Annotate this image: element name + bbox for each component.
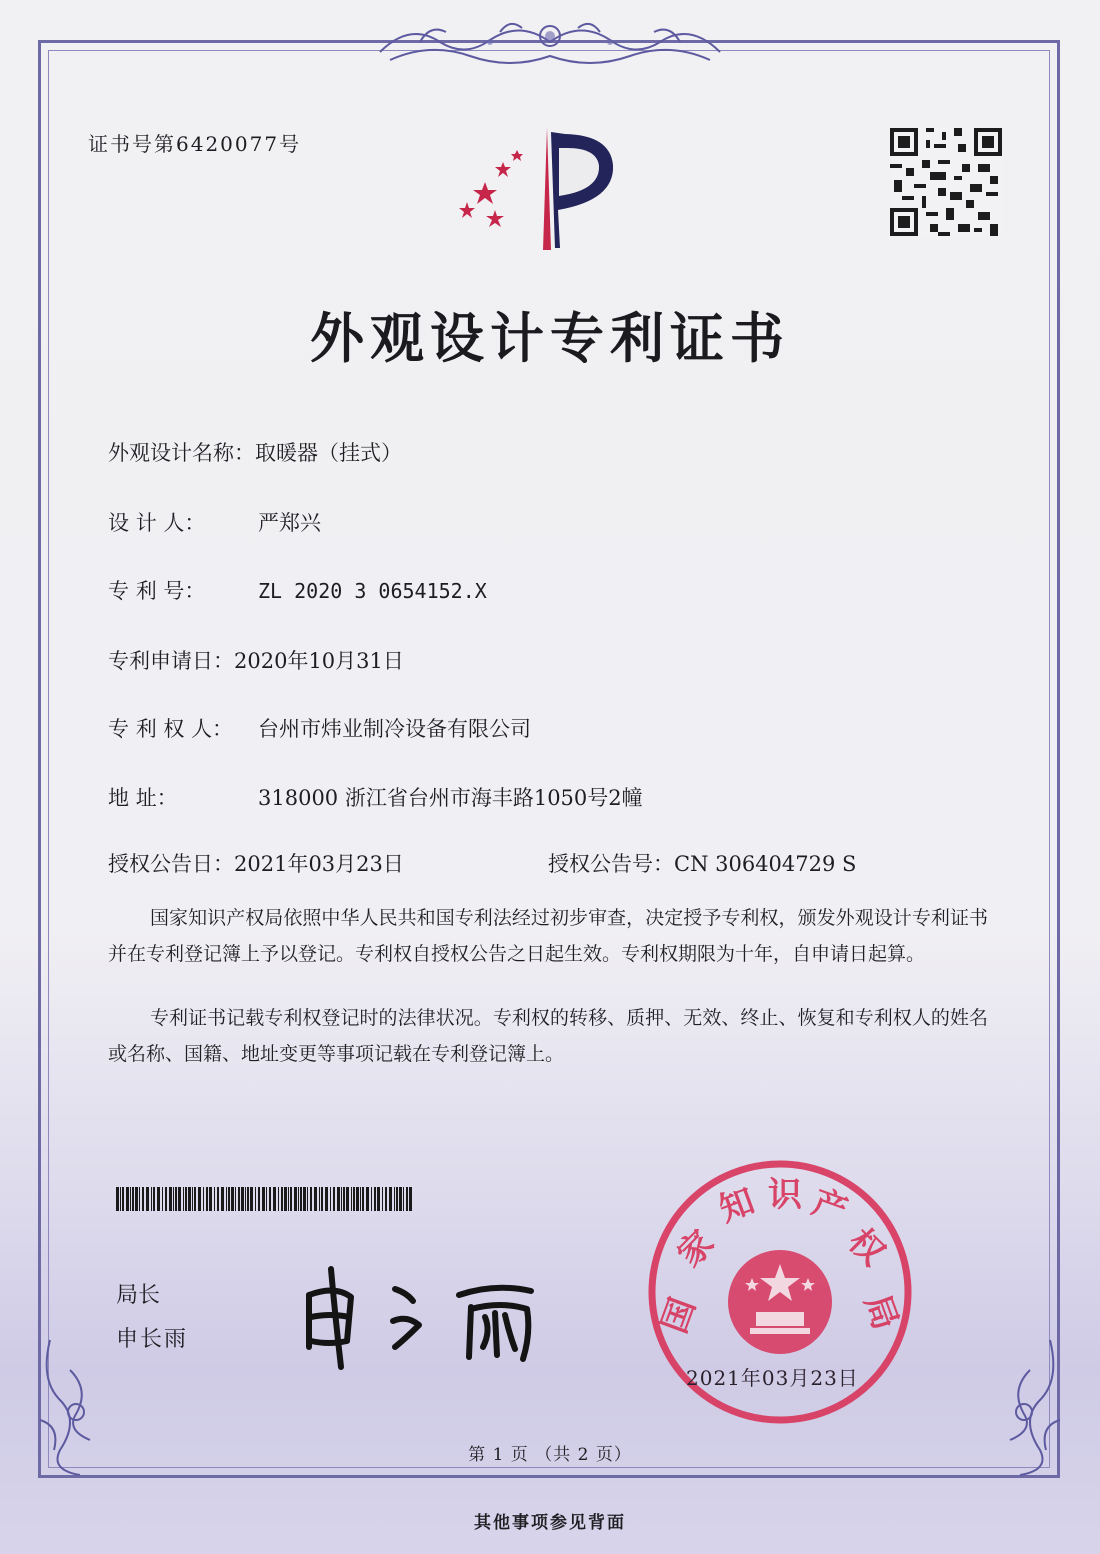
patentee-value: 台州市炜业制冷设备有限公司 bbox=[258, 717, 531, 741]
barcode-bar bbox=[203, 1187, 204, 1211]
barcode-bar bbox=[278, 1187, 279, 1211]
design-name-label: 外观设计名称： bbox=[108, 441, 255, 465]
barcode-bar bbox=[130, 1187, 131, 1211]
barcode-bar bbox=[396, 1187, 398, 1211]
signatory-role: 局长 bbox=[116, 1283, 161, 1308]
footer-note: 其他事项参见背面 bbox=[474, 1513, 626, 1533]
barcode-bar bbox=[409, 1187, 412, 1211]
barcode-bar bbox=[255, 1187, 256, 1211]
qr-code bbox=[890, 128, 1002, 236]
barcode-bar bbox=[146, 1187, 149, 1211]
barcode-bar bbox=[362, 1187, 364, 1211]
barcode-bar bbox=[194, 1187, 196, 1211]
patent-number-row bbox=[108, 575, 487, 605]
barcode-bar bbox=[221, 1187, 224, 1211]
barcode-bar bbox=[235, 1187, 236, 1211]
filing-date-row bbox=[108, 645, 404, 675]
barcode-bar bbox=[188, 1187, 191, 1211]
barcode-bar bbox=[403, 1187, 404, 1211]
barcode-bar bbox=[288, 1187, 289, 1211]
barcode-bar bbox=[374, 1187, 376, 1211]
barcode-bar bbox=[377, 1187, 380, 1211]
barcode-bar bbox=[346, 1187, 349, 1211]
top-ornament bbox=[370, 12, 730, 76]
barcode-bar bbox=[228, 1187, 230, 1211]
legal-status-paragraph: 专利证书记载专利权登记时的法律状况。专利权的转移、质押、无效、终止、恢复和专利权人的姓名或名称、国籍、地址变更等事项记载在专利登记簿上。 bbox=[108, 1007, 988, 1065]
barcode-bar bbox=[126, 1187, 129, 1211]
barcode-bar bbox=[389, 1187, 392, 1211]
handwritten-signature bbox=[295, 1255, 565, 1375]
filing-date-label: 专利申请日： bbox=[108, 649, 234, 673]
barcode-bar bbox=[173, 1187, 174, 1211]
barcode-bar bbox=[343, 1187, 345, 1211]
barcode-bar bbox=[157, 1187, 160, 1211]
svg-text:知: 知 bbox=[714, 1182, 760, 1230]
barcode-bar bbox=[192, 1187, 193, 1211]
barcode-bar bbox=[366, 1187, 369, 1211]
barcode-bar bbox=[153, 1187, 155, 1211]
barcode-bar bbox=[300, 1187, 302, 1211]
designer-label: 设 计 人： bbox=[108, 511, 206, 535]
barcode-bar bbox=[241, 1187, 244, 1211]
barcode-bar bbox=[132, 1187, 134, 1211]
barcode-bar bbox=[333, 1187, 335, 1211]
patentee-row bbox=[108, 713, 531, 743]
barcode-bar bbox=[314, 1187, 317, 1211]
announce-date-value: 2021年03月23日 bbox=[234, 852, 404, 876]
designer-row bbox=[108, 507, 321, 537]
page-number: 第 1 页 （共 2 页） bbox=[468, 1445, 632, 1465]
address-row bbox=[108, 782, 643, 812]
cnipa-emblem-icon bbox=[455, 120, 630, 255]
barcode-bar bbox=[394, 1187, 395, 1211]
barcode-bar bbox=[169, 1187, 172, 1211]
barcode-bar bbox=[290, 1187, 292, 1211]
barcode-bar bbox=[307, 1187, 308, 1211]
barcode-bar bbox=[330, 1187, 331, 1211]
svg-text:权: 权 bbox=[841, 1222, 892, 1273]
barcode-bar bbox=[139, 1187, 140, 1211]
barcode-bar bbox=[325, 1187, 328, 1211]
barcode-bar bbox=[294, 1187, 297, 1211]
barcode-bar bbox=[165, 1187, 167, 1211]
patentee-label: 专 利 权 人： bbox=[108, 717, 234, 741]
certificate-number: 证书号第6420077号 bbox=[88, 132, 302, 156]
barcode-bar bbox=[116, 1187, 119, 1211]
patent-number-label: 专 利 号： bbox=[108, 579, 206, 603]
barcode-bar bbox=[214, 1187, 215, 1211]
barcode-bar bbox=[217, 1187, 219, 1211]
patent-number-value: ZL 2020 3 0654152.X bbox=[258, 579, 487, 603]
barcode-bar bbox=[319, 1187, 320, 1211]
barcode-bar bbox=[120, 1187, 121, 1211]
barcode-bar bbox=[206, 1187, 208, 1211]
barcode-bar bbox=[382, 1187, 383, 1211]
svg-text:产: 产 bbox=[807, 1184, 852, 1231]
address-label: 地 址： bbox=[108, 786, 178, 810]
barcode-bar bbox=[266, 1187, 267, 1211]
design-name-value: 取暖器（挂式） bbox=[255, 441, 402, 465]
barcode-bar bbox=[360, 1187, 361, 1211]
barcode-bar bbox=[321, 1187, 323, 1211]
barcode-bar bbox=[122, 1187, 124, 1211]
design-name-row bbox=[108, 437, 402, 467]
barcode-bar bbox=[269, 1187, 271, 1211]
barcode-bar bbox=[247, 1187, 249, 1211]
barcode-bar bbox=[185, 1187, 187, 1211]
barcode-bar bbox=[385, 1187, 387, 1211]
barcode-bar bbox=[151, 1187, 152, 1211]
barcode-bar bbox=[341, 1187, 342, 1211]
svg-text:家: 家 bbox=[671, 1224, 722, 1275]
grant-paragraph: 国家知识产权局依照中华人民共和国专利法经过初步审查，决定授予专利权，颁发外观设计专利证书并在专利登记簿上予以登记。专利权自授权公告之日起生效。专利权期限为十年，自申请日起算。 bbox=[108, 907, 988, 965]
seal-date: 2021年03月23日 bbox=[686, 1366, 859, 1390]
barcode-bar bbox=[284, 1187, 287, 1211]
barcode bbox=[116, 1187, 412, 1211]
barcode-bar bbox=[262, 1187, 265, 1211]
barcode-bar bbox=[351, 1187, 352, 1211]
signatory-name: 申长雨 bbox=[116, 1327, 189, 1352]
announce-number-label: 授权公告号： bbox=[548, 852, 674, 876]
address-value: 318000 浙江省台州市海丰路1050号2幢 bbox=[258, 786, 643, 810]
barcode-bar bbox=[250, 1187, 253, 1211]
barcode-bar bbox=[310, 1187, 312, 1211]
barcode-bar bbox=[238, 1187, 240, 1211]
barcode-bar bbox=[198, 1187, 201, 1211]
announce-number-row bbox=[548, 848, 856, 878]
barcode-bar bbox=[178, 1187, 181, 1211]
announce-date-label: 授权公告日： bbox=[108, 852, 234, 876]
filing-date-value: 2020年10月31日 bbox=[234, 649, 404, 673]
barcode-bar bbox=[245, 1187, 246, 1211]
barcode-bar bbox=[406, 1187, 408, 1211]
barcode-bar bbox=[356, 1187, 359, 1211]
certificate-title: 外观设计专利证书 bbox=[310, 306, 790, 370]
barcode-bar bbox=[399, 1187, 402, 1211]
barcode-bar bbox=[273, 1187, 276, 1211]
barcode-bar bbox=[162, 1187, 163, 1211]
barcode-bar bbox=[371, 1187, 372, 1211]
barcode-bar bbox=[281, 1187, 283, 1211]
svg-text:识: 识 bbox=[768, 1177, 802, 1214]
barcode-bar bbox=[175, 1187, 177, 1211]
svg-text:国: 国 bbox=[656, 1293, 703, 1339]
barcode-bar bbox=[298, 1187, 299, 1211]
barcode-bar bbox=[231, 1187, 234, 1211]
barcode-bar bbox=[209, 1187, 212, 1211]
barcode-bar bbox=[226, 1187, 227, 1211]
svg-text:局: 局 bbox=[857, 1290, 904, 1335]
barcode-bar bbox=[142, 1187, 144, 1211]
barcode-bar bbox=[303, 1187, 306, 1211]
barcode-bar bbox=[337, 1187, 340, 1211]
barcode-bar bbox=[258, 1187, 260, 1211]
announce-number-value: CN 306404729 S bbox=[674, 852, 857, 876]
barcode-bar bbox=[183, 1187, 184, 1211]
designer-value: 严郑兴 bbox=[258, 511, 321, 535]
barcode-bar bbox=[353, 1187, 355, 1211]
announce-date-row bbox=[108, 848, 404, 878]
barcode-bar bbox=[135, 1187, 138, 1211]
